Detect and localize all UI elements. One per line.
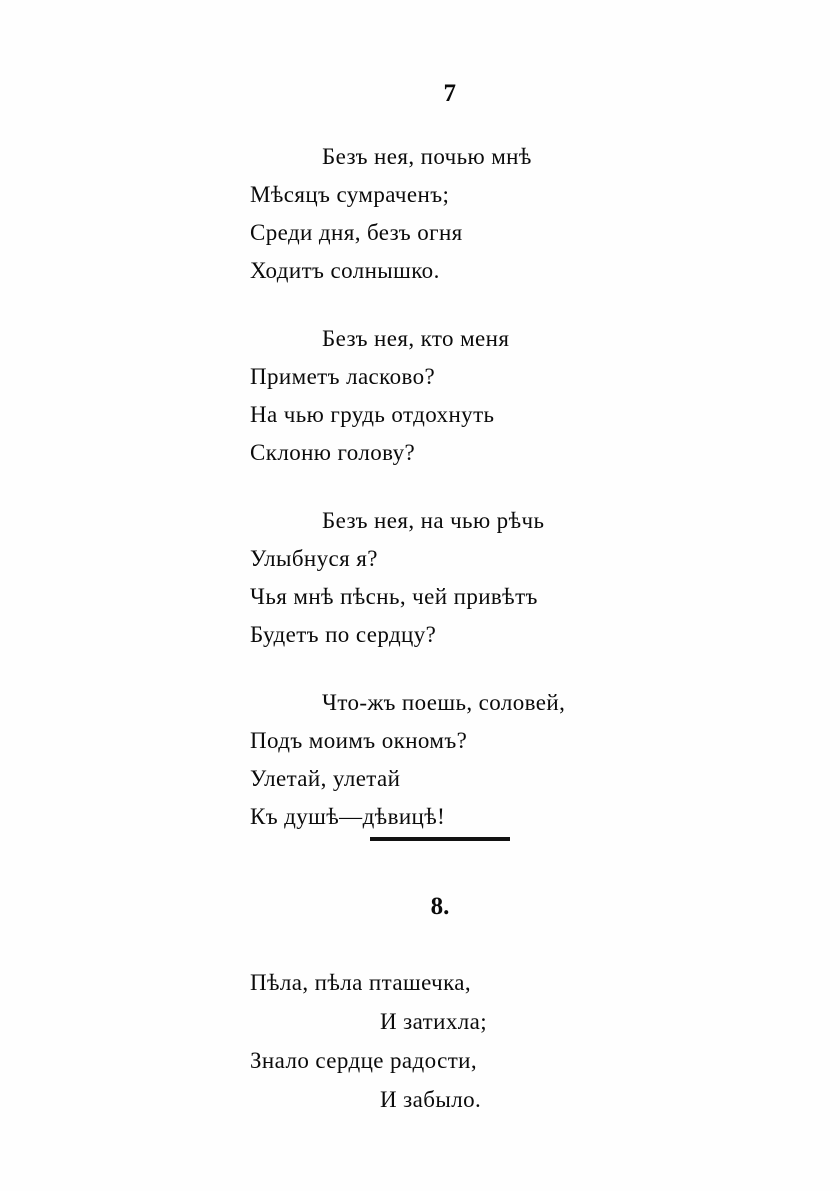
poem-line: Среди дня, безъ огня <box>250 220 463 245</box>
poem-line: Безъ нея, почью мнѣ <box>322 144 532 169</box>
stanza <box>250 502 710 654</box>
poem-body-8 <box>250 963 730 1119</box>
poem-line: Безъ нея, на чью рѣчь <box>322 508 545 533</box>
poem-line: И затихла; <box>380 1009 487 1034</box>
poem-line: Подъ моимъ окномъ? <box>250 728 468 753</box>
horizontal-rule-icon <box>370 837 510 841</box>
section-number: 8. <box>430 893 450 920</box>
page-number: 7 <box>443 80 457 107</box>
poem-line: Безъ нея, кто меня <box>322 326 510 351</box>
poem-line: Ходитъ солнышко. <box>250 258 440 283</box>
poem-body-7 <box>250 138 710 866</box>
poem-line: Мѣсяцъ сумраченъ; <box>250 182 450 207</box>
poem-line: Будетъ по сердцу? <box>250 622 437 647</box>
poem-line: Улетай, улетай <box>250 766 401 791</box>
section-divider <box>0 828 840 846</box>
poem-line: Склоню голову? <box>250 440 416 465</box>
poem-line: Чья мнѣ пѣснь, чей привѣтъ <box>250 584 538 609</box>
poem-line: И забыло. <box>380 1087 482 1112</box>
poem-line: На чью грудь отдохнуть <box>250 402 495 427</box>
poem-line: Улыбнуся я? <box>250 546 378 571</box>
poem-line: Что-жъ поешь, соловей, <box>322 690 566 715</box>
poem-line: Пѣла, пѣла пташечка, <box>250 970 472 995</box>
stanza <box>250 138 710 290</box>
poem-line: Къ душѣ—дѣвицѣ! <box>250 804 446 829</box>
poem-line: Знало сердце радости, <box>250 1048 478 1073</box>
stanza <box>250 684 710 836</box>
stanza <box>250 320 710 472</box>
poem-line: Приметъ ласково? <box>250 364 436 389</box>
